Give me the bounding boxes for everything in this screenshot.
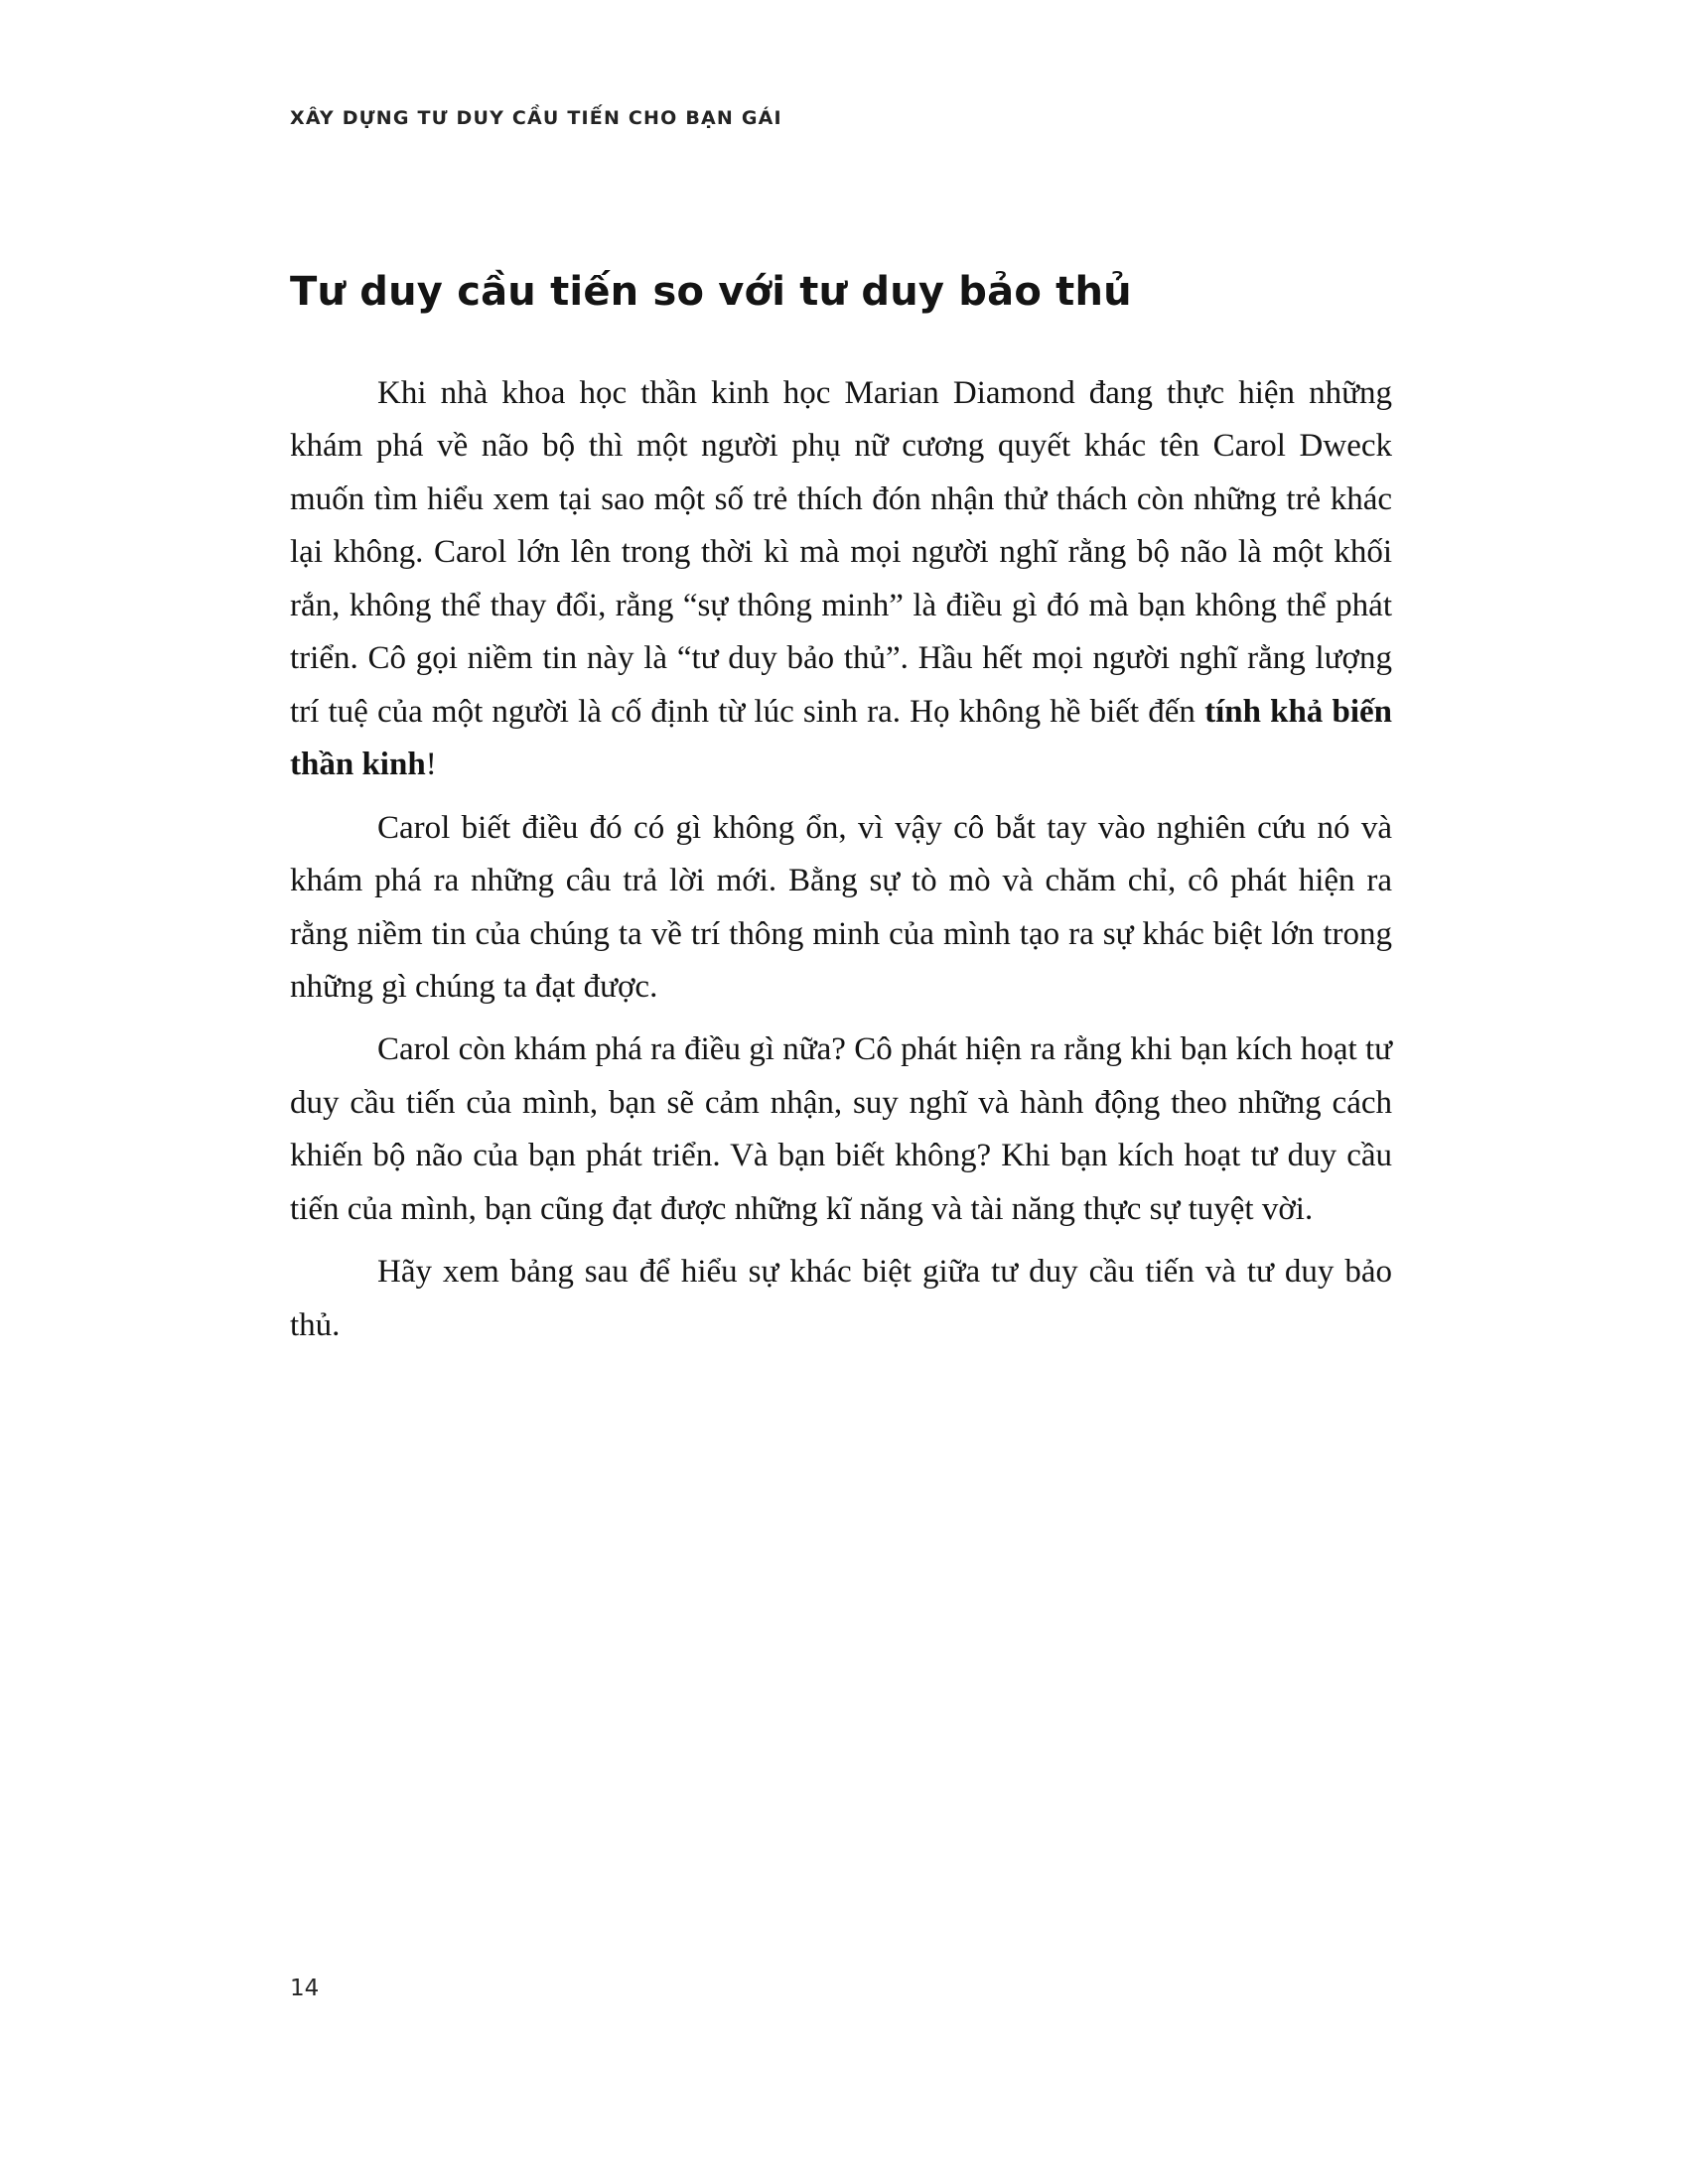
section-heading: Tư duy cầu tiến so với tư duy bảo thủ bbox=[290, 269, 1132, 315]
text-run: Khi nhà khoa học thần kinh học Marian Diamond đang thực hiện những khám phá về não bộ thì một người phụ nữ cương quyết khác tên Carol Dweck muốn tìm hiểu xem tại sao một số trẻ thích đón nhận thử thách còn những trẻ khác lại không. Carol lớn lên trong thời kì mà mọi người nghĩ rằng bộ não là một khối rắn, không thể thay đổi, rằng “sự thông minh” là điều gì đó mà bạn không thể phát triển. Cô gọi niềm tin này là “tư duy bảo thủ”. Hầu hết mọi người nghĩ rằng lượng trí tuệ của một người là cố định từ lúc sinh ra. Họ không hề biết đến bbox=[290, 375, 1392, 730]
paragraph bbox=[290, 1024, 1392, 1236]
page-number: 14 bbox=[290, 1976, 320, 2001]
text-run: Carol còn khám phá ra điều gì nữa? Cô phát hiện ra rằng khi bạn kích hoạt tư duy cầu tiến của mình, bạn sẽ cảm nhận, suy nghĩ và hành động theo những cách khiến bộ não của bạn phát triển. Và bạn biết không? Khi bạn kích hoạt tư duy cầu tiến của mình, bạn cũng đạt được những kĩ năng và tài năng thực sự tuyệt vời. bbox=[290, 1031, 1392, 1227]
paragraph bbox=[290, 802, 1392, 1015]
body-paragraphs bbox=[290, 367, 1392, 1352]
paragraph bbox=[290, 1246, 1392, 1352]
text-run: Carol biết điều đó có gì không ổn, vì vậy cô bắt tay vào nghiên cứu nó và khám phá ra những câu trả lời mới. Bằng sự tò mò và chăm chỉ, cô phát hiện ra rằng niềm tin của chúng ta về trí thông minh của mình tạo ra sự khác biệt lớn trong những gì chúng ta đạt được. bbox=[290, 809, 1392, 1005]
text-run: Hãy xem bảng sau để hiểu sự khác biệt giữa tư duy cầu tiến và tư duy bảo thủ. bbox=[290, 1254, 1392, 1343]
page-content bbox=[290, 268, 1392, 1352]
running-header: XÂY DỰNG TƯ DUY CẦU TIẾN CHO BẠN GÁI bbox=[290, 107, 782, 129]
emphasis-text: tính khả biến thần kinh bbox=[290, 693, 1392, 783]
paragraph bbox=[290, 367, 1392, 792]
text-run: ! bbox=[425, 747, 437, 783]
